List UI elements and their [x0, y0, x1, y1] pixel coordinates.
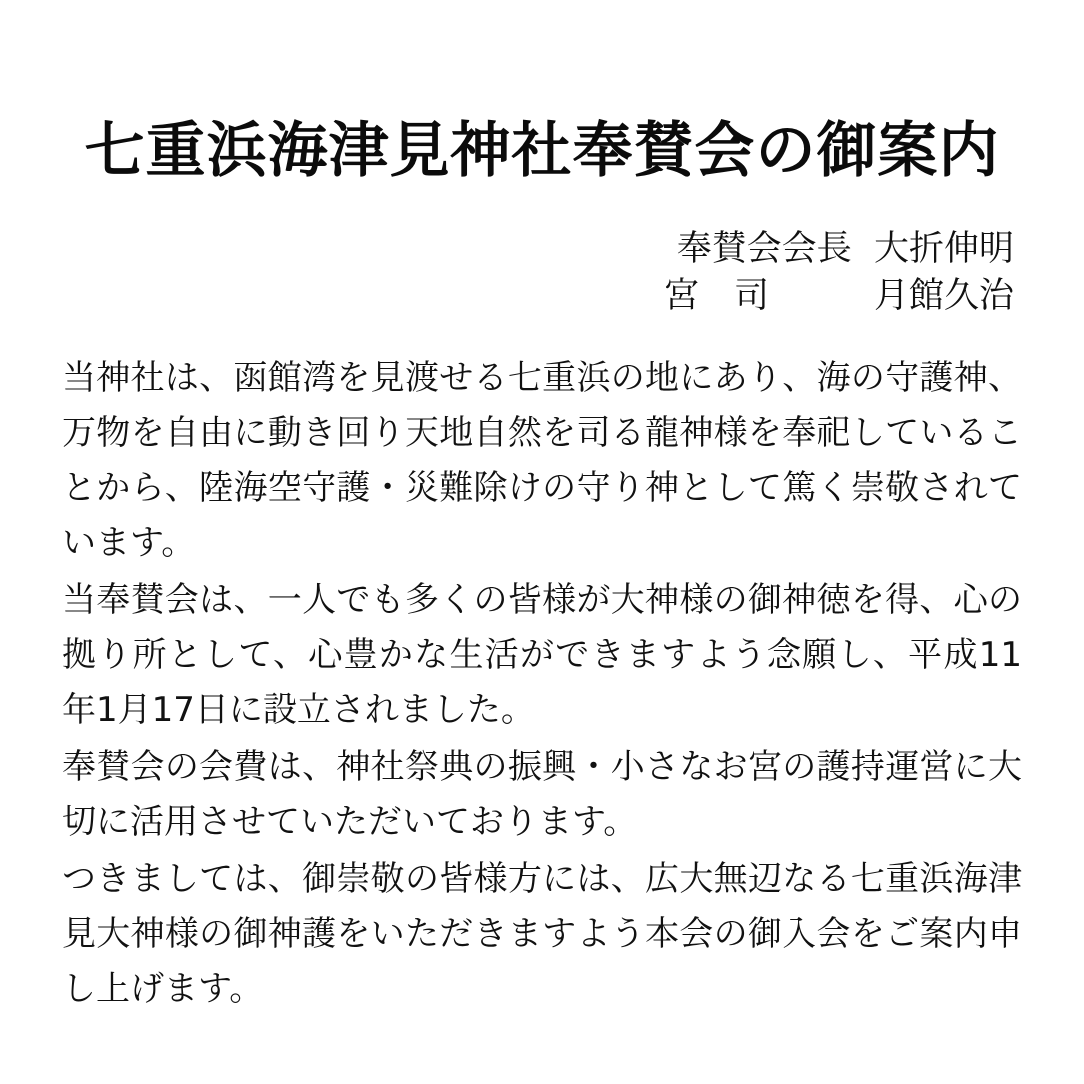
- body-text: [62, 351, 1022, 1018]
- signature-chief-priest: 宮 司 月館久治: [663, 276, 1014, 317]
- page-title: 七重浜海津見神社奉賛会の御案内: [84, 116, 1000, 186]
- paragraph: つきましては、御崇敬の皆様方には、広大無辺なる七重浜海津見大神様の御神護をいただきますよう本会の御入会をご案内申し上げます。: [62, 859, 1022, 1010]
- signature-block: [62, 226, 1022, 321]
- paragraph: 当奉賛会は、一人でも多くの皆様が大神様の御神徳を得、心の拠り所として、心豊かな生活ができますよう念願し、平成11年1月17日に設立されました。: [62, 579, 1022, 730]
- paragraph: 奉賛会の会費は、神社祭典の振興・小さなお宮の護持運営に大切に活用させていただいております。: [62, 747, 1022, 843]
- paragraph: 当神社は、函館湾を見渡せる七重浜の地にあり、海の守護神、万物を自由に動き回り天地自然を司る龍神様を奉祀していることから、陸海空守護・災難除けの守り神として篤く崇敬されています。: [62, 357, 1022, 563]
- signature-chairman: 奉賛会会長 大折伸明: [676, 229, 1014, 269]
